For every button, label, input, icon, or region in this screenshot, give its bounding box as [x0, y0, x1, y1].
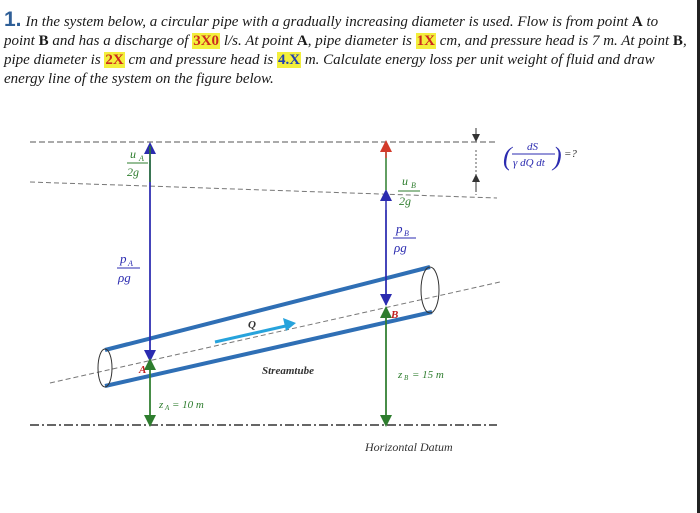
problem-text-4: l/s. At point	[220, 33, 297, 49]
velocity-head-b-numerator: u	[402, 174, 408, 188]
za-subscript: A	[165, 404, 170, 412]
problem-text-9: m. Calculate energy loss per unit weight of fluid and draw energy line of the system on the figure below.	[4, 52, 655, 87]
diameter-b-value: 2X	[105, 52, 124, 68]
problem-text-6: cm, and pressure head is 7 m. At point	[435, 33, 673, 49]
point-a-ref: A	[631, 14, 643, 30]
problem-text-8: cm and pressure head is	[124, 52, 277, 68]
problem-text-7: , pipe diameter is	[4, 33, 687, 68]
question-number: 1.	[4, 8, 22, 31]
problem-text-1: In the system below, a circular pipe with a gradually increasing diameter is used. Flow is from point	[25, 14, 632, 30]
pipe-inlet-end	[98, 349, 112, 387]
pressure-head-a-denominator: ρg	[118, 270, 131, 285]
energy-loss-open-paren: (	[503, 142, 512, 171]
velocity-head-b-subscript: B	[411, 181, 416, 190]
zb-value: = 15 m	[412, 369, 444, 381]
problem-text-2: to point	[4, 14, 659, 49]
pressure-head-b-denominator: ρg	[394, 240, 407, 255]
velocity-head-a-numerator: u	[130, 147, 136, 161]
velocity-head-b-denominator: 2g	[399, 194, 411, 208]
za-symbol: z	[159, 399, 164, 411]
diameter-a-value: 1X	[416, 33, 435, 49]
datum-label: Horizontal Datum	[365, 440, 453, 454]
point-a-ref-2: A	[296, 33, 308, 49]
za-value: = 10 m	[172, 399, 204, 411]
zb-symbol: z	[398, 369, 403, 381]
flow-arrow-head	[283, 318, 296, 331]
pressure-head-a-subscript: A	[128, 259, 133, 268]
problem-text-5: , pipe diameter is	[307, 33, 416, 49]
velocity-head-a-denominator: 2g	[127, 165, 139, 179]
energy-loss-numerator: dS	[527, 141, 538, 153]
pressure-head-a-numerator: p	[120, 251, 127, 266]
point-a-label: A	[139, 364, 147, 376]
hydraulic-grade-line	[30, 182, 497, 198]
zb-subscript: B	[404, 374, 409, 382]
energy-loss-equals: =?	[564, 148, 577, 160]
flow-label: Q	[248, 319, 256, 331]
discharge-value: 3X0	[193, 33, 220, 49]
point-b-ref-2: B	[672, 33, 683, 49]
energy-loss-denominator: γ dQ dt	[513, 157, 545, 169]
point-b-ref: B	[38, 33, 49, 49]
problem-text-3: and has a discharge of	[48, 33, 193, 49]
energy-loss-close-paren: )	[553, 142, 562, 171]
pipe-outlet-end	[421, 267, 439, 313]
streamtube-label: Streamtube	[262, 365, 314, 377]
pressure-head-b-subscript: B	[404, 229, 409, 238]
pressure-head-b-numerator: p	[396, 221, 403, 236]
pressure-head-b-value: 4.X	[277, 52, 301, 68]
point-b-label: B	[391, 309, 399, 321]
velocity-head-a-subscript: A	[139, 154, 144, 163]
